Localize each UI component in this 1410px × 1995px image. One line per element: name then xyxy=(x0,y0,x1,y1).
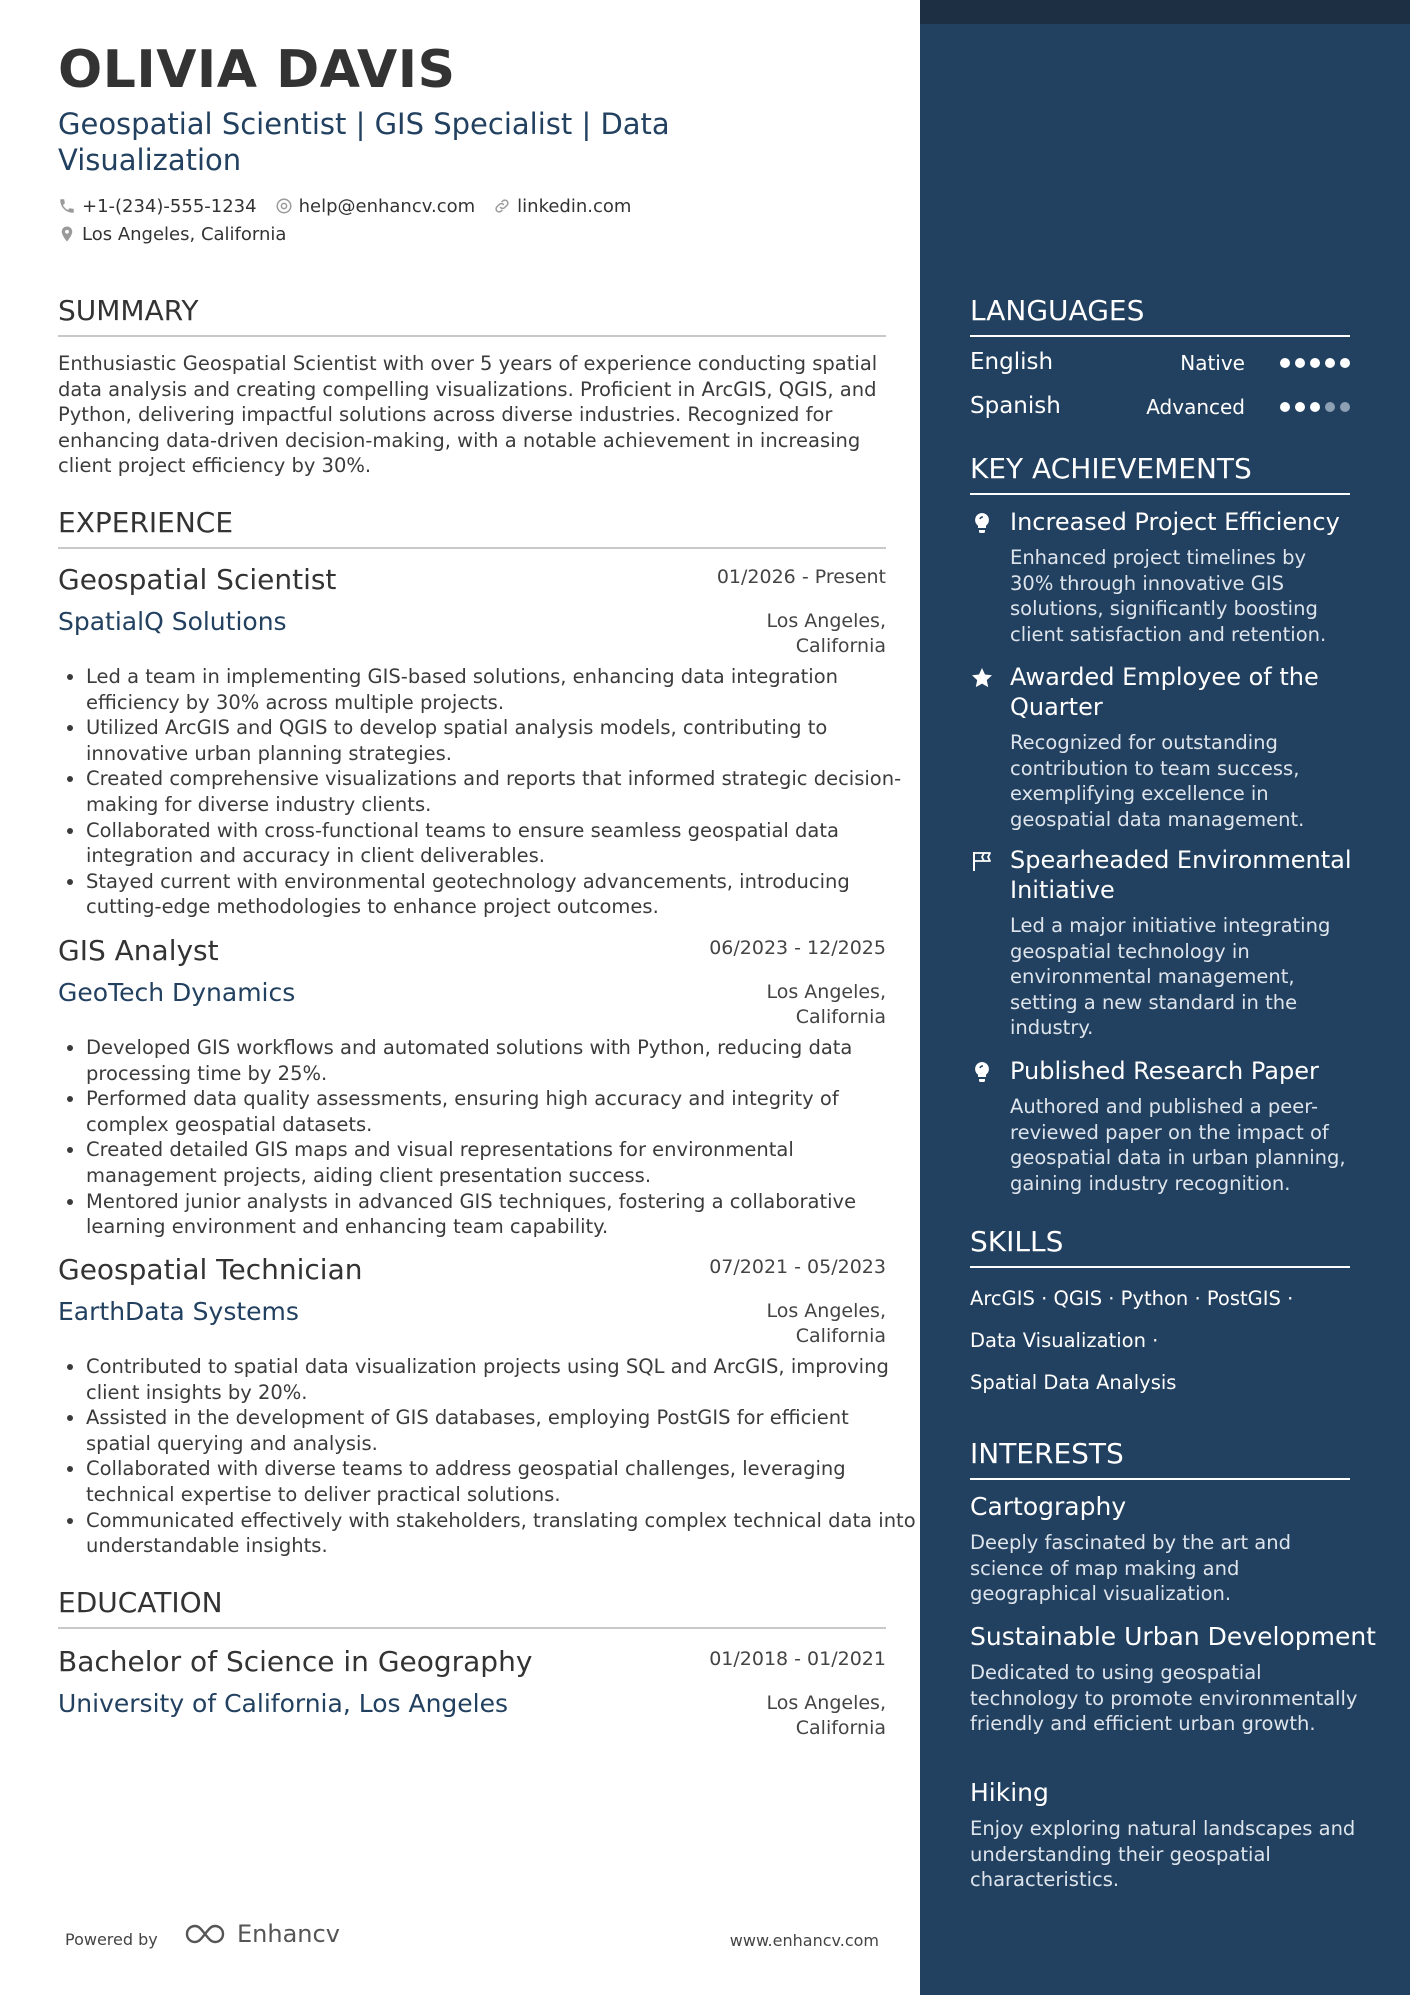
achievement-desc: Recognized for outstanding contribution to team success, exemplifying excellence in geospatial data management. xyxy=(1010,731,1305,831)
rating-dot xyxy=(1310,358,1320,368)
job-bullet: • Stayed current with environmental geotechnology advancements, introducing cutting-edge methodologies to enhance project outcomes. xyxy=(86,869,916,920)
rating-dot xyxy=(1295,358,1305,368)
sidebar-top-band xyxy=(920,0,1410,24)
job-company: GeoTech Dynamics xyxy=(58,978,296,1007)
job-bullet: • Contributed to spatial data visualization projects using SQL and ArcGIS, improving client insights by 20%. xyxy=(86,1354,916,1405)
headline-line-1: Geospatial Scientist | GIS Specialist | Data xyxy=(58,107,670,141)
language-level: Advanced xyxy=(1146,395,1245,419)
linkedin-text: linkedin.com xyxy=(517,195,632,217)
job-location-line1: Los Angeles, xyxy=(766,610,886,632)
achievement-item xyxy=(970,507,1360,657)
job-bullets xyxy=(58,1035,916,1240)
flag-icon xyxy=(970,849,994,873)
job-location xyxy=(726,1299,886,1349)
headline xyxy=(58,106,698,178)
interest-desc: Deeply fascinated by the art and science of map making and geographical visualization. xyxy=(970,1531,1291,1606)
at-icon xyxy=(275,197,293,215)
languages-title: LANGUAGES xyxy=(970,294,1350,337)
job-bullet: • Collaborated with diverse teams to address geospatial challenges, leveraging technical expertise to deliver practical solutions. xyxy=(86,1456,916,1507)
education-location-line1: Los Angeles, xyxy=(766,1692,886,1714)
achievement-title: Published Research Paper xyxy=(1010,1057,1319,1085)
phone-text: +1-(234)-555-1234 xyxy=(82,195,257,217)
job-location-line2: California xyxy=(795,1325,886,1347)
interest-desc: Enjoy exploring natural landscapes and understanding their geospatial characteristics. xyxy=(970,1817,1356,1892)
rating-dot xyxy=(1310,402,1320,412)
language-level: Native xyxy=(1180,351,1245,375)
job-location-line1: Los Angeles, xyxy=(766,1300,886,1322)
achievement-item xyxy=(970,1056,1360,1206)
phone-icon xyxy=(58,197,76,215)
rating-dot xyxy=(1280,402,1290,412)
job-title: GIS Analyst xyxy=(58,934,219,967)
interest-title: Cartography xyxy=(970,1492,1127,1521)
link-icon xyxy=(493,197,511,215)
job-location xyxy=(726,980,886,1030)
candidate-name: OLIVIA DAVIS xyxy=(58,40,456,100)
achievement-desc: Authored and published a peer-reviewed paper on the impact of geospatial data in urban planning, gaining industry recognition. xyxy=(1010,1095,1346,1195)
rating-dot xyxy=(1340,358,1350,368)
degree-title: Bachelor of Science in Geography xyxy=(58,1645,533,1678)
job-company: EarthData Systems xyxy=(58,1297,299,1326)
interest-title: Hiking xyxy=(970,1778,1049,1807)
job-location xyxy=(726,609,886,659)
linkedin-contact[interactable] xyxy=(493,196,631,217)
achievement-item xyxy=(970,662,1360,832)
job-bullet: • Performed data quality assessments, ensuring high accuracy and integrity of complex geospatial datasets. xyxy=(86,1086,916,1137)
achievement-desc: Enhanced project timelines by 30% through innovative GIS solutions, significantly boosting client satisfaction and retention. xyxy=(1010,546,1327,646)
contact-info xyxy=(58,192,878,248)
achievement-title: Increased Project Efficiency xyxy=(1010,508,1340,536)
school-name: University of California, Los Angeles xyxy=(58,1689,509,1718)
job-bullets xyxy=(58,664,916,920)
job-bullet: • Communicated effectively with stakeholders, translating complex technical data into understandable insights. xyxy=(86,1508,916,1559)
achievement-title: Spearheaded Environmental Initiative xyxy=(1010,846,1352,904)
summary-title: SUMMARY xyxy=(58,294,886,337)
interest-desc: Dedicated to using geospatial technology to promote environmentally friendly and efficient urban growth. xyxy=(970,1661,1358,1736)
rating-dot xyxy=(1295,402,1305,412)
email-contact[interactable] xyxy=(275,196,476,217)
job-bullet: • Collaborated with cross-functional teams to ensure seamless geospatial data integration and accuracy in client deliverables. xyxy=(86,818,916,869)
job-dates: 06/2023 - 12/2025 xyxy=(709,937,886,959)
job-title: Geospatial Technician xyxy=(58,1253,363,1286)
phone-contact[interactable] xyxy=(58,196,257,217)
enhancv-logo-text: Enhancv xyxy=(237,1920,340,1948)
experience-title: EXPERIENCE xyxy=(58,506,886,549)
skills-list xyxy=(970,1278,1360,1404)
job-bullets xyxy=(58,1354,916,1559)
job-bullet: • Created comprehensive visualizations and reports that informed strategic decision-making for diverse industry clients. xyxy=(86,766,916,817)
language-row xyxy=(970,393,1350,423)
skills-line-2: Data Visualization · xyxy=(970,1329,1159,1352)
lightbulb-icon xyxy=(970,1060,994,1084)
rating-dot xyxy=(1325,358,1335,368)
location-contact xyxy=(58,224,286,245)
language-rating xyxy=(1275,358,1350,368)
rating-dot xyxy=(1280,358,1290,368)
headline-line-2: Visualization xyxy=(58,143,242,177)
skills-line-3: Spatial Data Analysis xyxy=(970,1371,1177,1394)
achievement-item xyxy=(970,845,1360,1045)
language-name: Spanish xyxy=(970,393,1061,419)
job-title: Geospatial Scientist xyxy=(58,563,337,596)
job-bullet: • Utilized ArcGIS and QGIS to develop spatial analysis models, contributing to innovative urban planning strategies. xyxy=(86,715,916,766)
summary-text: Enthusiastic Geospatial Scientist with over 5 years of experience conducting spatial data analysis and creating compelling visualizations. Proficient in ArcGIS, QGIS, and Python, delivering impactful solutions across diverse industries. Recognized for enhancing data-driven decision-making, with a notable achievement in increasing client project efficiency by 30%. xyxy=(58,352,878,478)
language-row xyxy=(970,349,1350,379)
interest-title: Sustainable Urban Development xyxy=(970,1622,1376,1651)
achievements-title: KEY ACHIEVEMENTS xyxy=(970,452,1350,495)
job-bullet: • Mentored junior analysts in advanced GIS techniques, fostering a collaborative learning environment and enhancing team capability. xyxy=(86,1189,916,1240)
email-text: help@enhancv.com xyxy=(298,195,476,217)
sidebar xyxy=(920,0,1410,1995)
skills-title: SKILLS xyxy=(970,1225,1350,1268)
education-dates: 01/2018 - 01/2021 xyxy=(709,1648,886,1670)
rating-dot xyxy=(1340,402,1350,412)
star-icon xyxy=(970,666,994,690)
interests-title: INTERESTS xyxy=(970,1437,1350,1480)
job-location-line2: California xyxy=(795,635,886,657)
job-bullet: • Led a team in implementing GIS-based solutions, enhancing data integration efficiency by 30% across multiple projects. xyxy=(86,664,916,715)
footer-url[interactable]: www.enhancv.com xyxy=(729,1931,879,1950)
powered-by-label: Powered by xyxy=(65,1930,158,1949)
job-bullet: • Assisted in the development of GIS databases, employing PostGIS for efficient spatial querying and analysis. xyxy=(86,1405,916,1456)
enhancv-logo[interactable] xyxy=(183,1920,340,1948)
job-bullet: • Developed GIS workflows and automated solutions with Python, reducing data processing time by 25%. xyxy=(86,1035,916,1086)
education-location-line2: California xyxy=(795,1717,886,1739)
language-rating xyxy=(1275,402,1350,412)
education-location xyxy=(726,1691,886,1741)
job-location-line1: Los Angeles, xyxy=(766,981,886,1003)
job-bullet: • Created detailed GIS maps and visual representations for environmental management projects, aiding client presentation success. xyxy=(86,1137,916,1188)
achievement-desc: Led a major initiative integrating geospatial technology in environmental management, setting a new standard in the industry. xyxy=(1010,914,1331,1040)
job-location-line2: California xyxy=(795,1006,886,1028)
job-dates: 01/2026 - Present xyxy=(716,566,886,588)
education-title: EDUCATION xyxy=(58,1586,886,1629)
enhancv-logo-icon xyxy=(183,1921,231,1947)
skills-line-1: ArcGIS · QGIS · Python · PostGIS · xyxy=(970,1287,1294,1310)
achievement-title: Awarded Employee of the Quarter xyxy=(1010,663,1319,721)
rating-dot xyxy=(1325,402,1335,412)
job-company: SpatialQ Solutions xyxy=(58,607,287,636)
lightbulb-icon xyxy=(970,511,994,535)
job-dates: 07/2021 - 05/2023 xyxy=(709,1256,886,1278)
location-pin-icon xyxy=(58,225,76,243)
location-text: Los Angeles, California xyxy=(82,223,287,245)
language-name: English xyxy=(970,349,1054,375)
